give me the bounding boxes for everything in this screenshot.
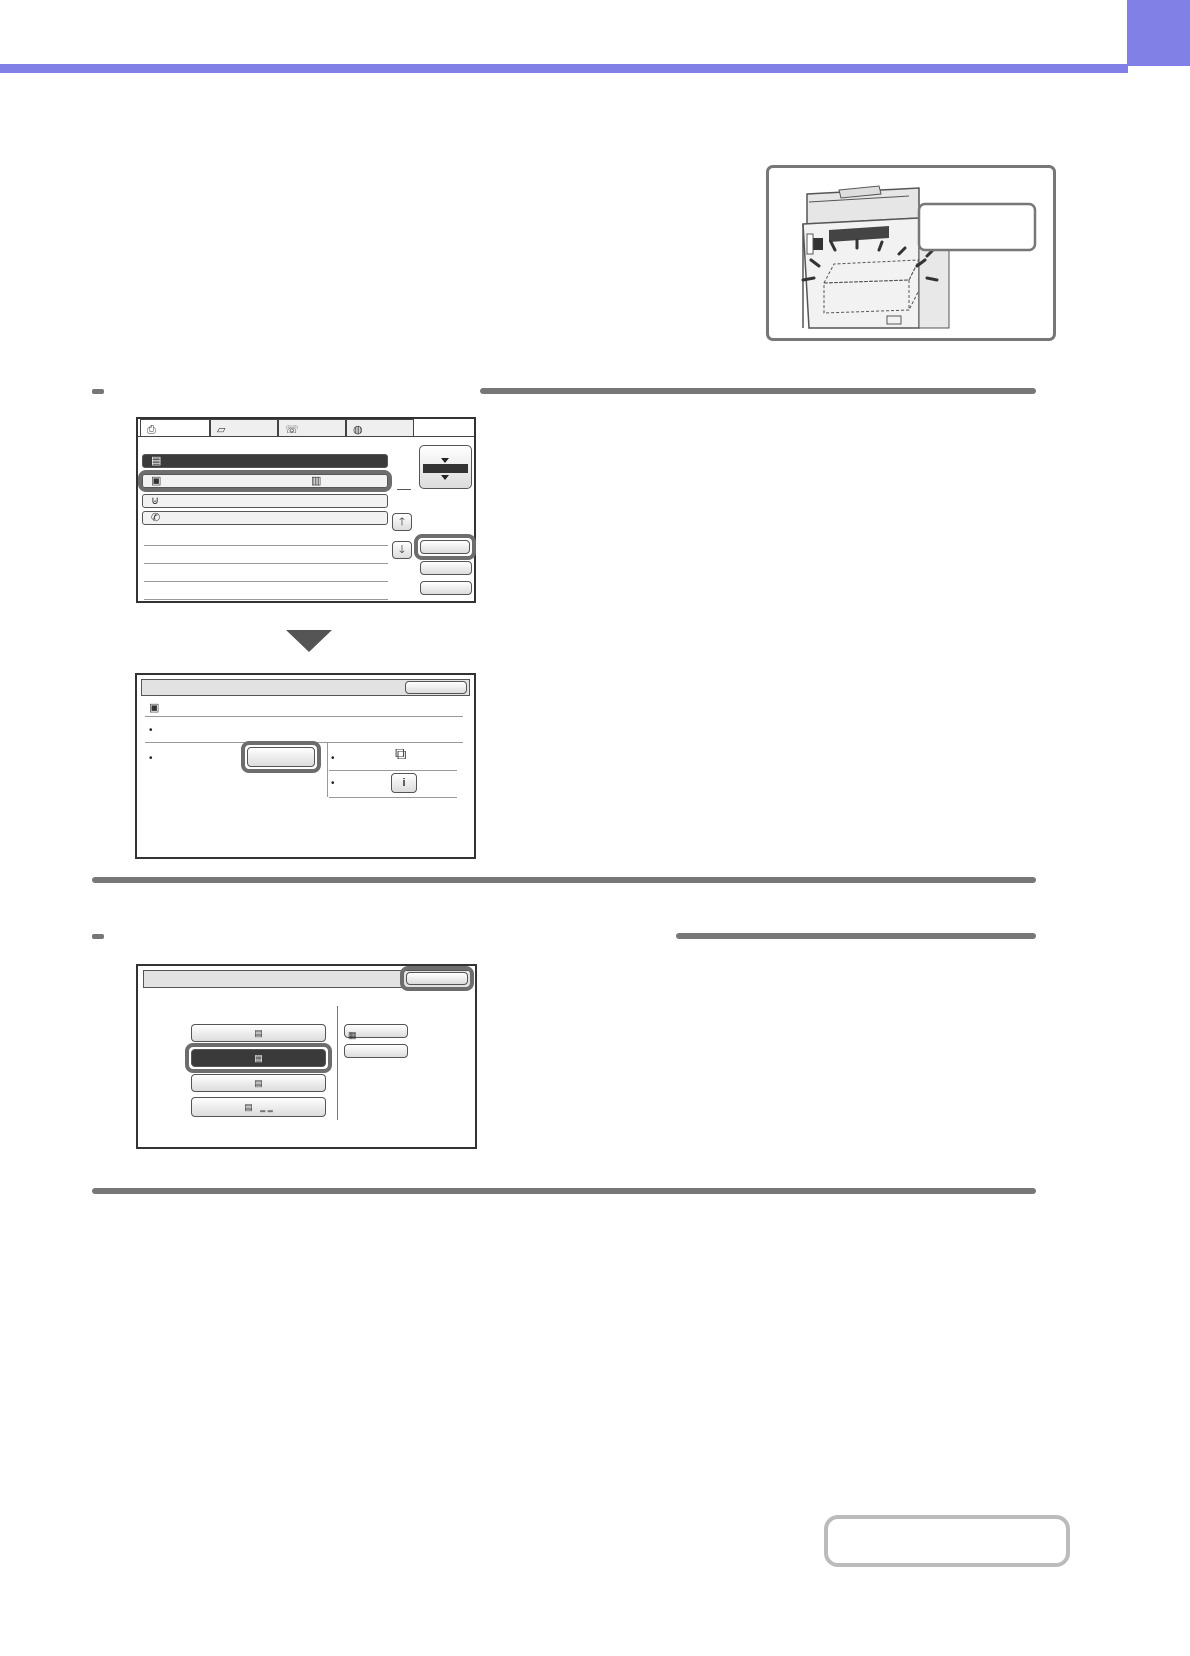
folder-icon: ▱	[217, 424, 226, 436]
section-2-marker	[92, 934, 104, 939]
down-arrow-icon	[286, 630, 332, 652]
section-2-end-rule	[92, 1188, 1036, 1194]
bullet-4: •	[331, 778, 335, 789]
empty-row-line-3	[144, 581, 388, 582]
tab-image-send[interactable]	[210, 419, 278, 437]
change-tray-highlight	[241, 741, 321, 773]
fax-job-icon: ⊍	[151, 495, 160, 507]
arrow-up-icon: 🡑	[399, 516, 405, 528]
copy-job-icon: ▣	[151, 475, 162, 487]
contents-button[interactable]	[824, 1515, 1070, 1567]
section-2-rule	[676, 933, 1036, 939]
phone-icon: ☏	[285, 424, 299, 436]
copier-illustration	[769, 168, 1053, 338]
job-row-1[interactable]	[142, 454, 388, 468]
paper-size-button[interactable]	[344, 1044, 408, 1058]
document-icon: ▥	[311, 475, 322, 487]
duplex-icon: ⧉	[395, 746, 407, 763]
scroll-down-button[interactable]	[392, 541, 412, 559]
tray-4-button[interactable]	[191, 1097, 326, 1117]
paper-icon: ▦	[348, 1030, 357, 1040]
job-queue-select[interactable]	[419, 445, 472, 489]
job-row-3[interactable]	[142, 494, 388, 508]
tray-icon: ▤	[254, 1078, 263, 1088]
phone-job-icon: ✆	[151, 512, 161, 524]
job-detail-screen	[135, 673, 476, 859]
queue-select-graphic	[420, 446, 471, 488]
tab-baseline	[138, 436, 474, 437]
section-1-rule	[480, 388, 1036, 394]
section-1-marker	[92, 389, 104, 394]
bullet-1: •	[149, 725, 153, 736]
tray-vertical-divider	[337, 1006, 338, 1120]
empty-row-line-4	[144, 599, 388, 600]
bullet-2: •	[149, 753, 153, 764]
paper-select-button[interactable]	[344, 1024, 408, 1038]
corner-tab	[1127, 0, 1190, 66]
detail-vertical-divider	[327, 743, 328, 797]
info-button[interactable]	[391, 773, 417, 793]
detail-ok-button[interactable]	[405, 681, 467, 694]
tab-copy[interactable]	[140, 419, 210, 437]
job-row-2-highlight	[138, 470, 392, 492]
tray-icon: ▤	[254, 1028, 263, 1038]
page-indicator-line	[397, 489, 411, 490]
section-1-end-rule	[92, 877, 1036, 883]
header-bar	[0, 64, 1128, 73]
paper-tray-screen	[136, 964, 477, 1149]
globe-icon: ◍	[353, 424, 363, 436]
machine-illustration-frame	[766, 165, 1056, 341]
scroll-up-button[interactable]	[392, 513, 412, 531]
tray-icon: ▤ ‗ ‗	[244, 1102, 273, 1112]
printer-icon: ⎙	[147, 424, 156, 436]
job-row-4[interactable]	[142, 511, 388, 525]
priority-button[interactable]	[420, 561, 472, 575]
bullet-3: •	[331, 753, 335, 764]
empty-row-line-1	[144, 545, 388, 546]
tray-ok-highlight	[400, 966, 474, 991]
tab-document-filing[interactable]	[278, 419, 346, 437]
empty-row-line-2	[144, 563, 388, 564]
detail-divider-3	[329, 770, 457, 771]
tray-2-highlight	[185, 1043, 332, 1073]
info-icon: i	[402, 777, 406, 789]
tray-1-button[interactable]	[191, 1024, 326, 1042]
stop-delete-button[interactable]	[420, 581, 472, 595]
arrow-down-icon: 🡓	[399, 544, 405, 556]
job-icon: ▤	[151, 455, 162, 467]
detail-divider-1	[145, 716, 463, 717]
copy-job-icon: ▣	[149, 702, 160, 714]
tab-web[interactable]	[346, 419, 414, 437]
tray-icon: ▤	[254, 1053, 263, 1063]
job-status-screen	[136, 417, 476, 603]
detail-button-highlight	[414, 534, 476, 560]
detail-divider-4	[329, 797, 457, 798]
tray-3-button[interactable]	[191, 1074, 326, 1092]
